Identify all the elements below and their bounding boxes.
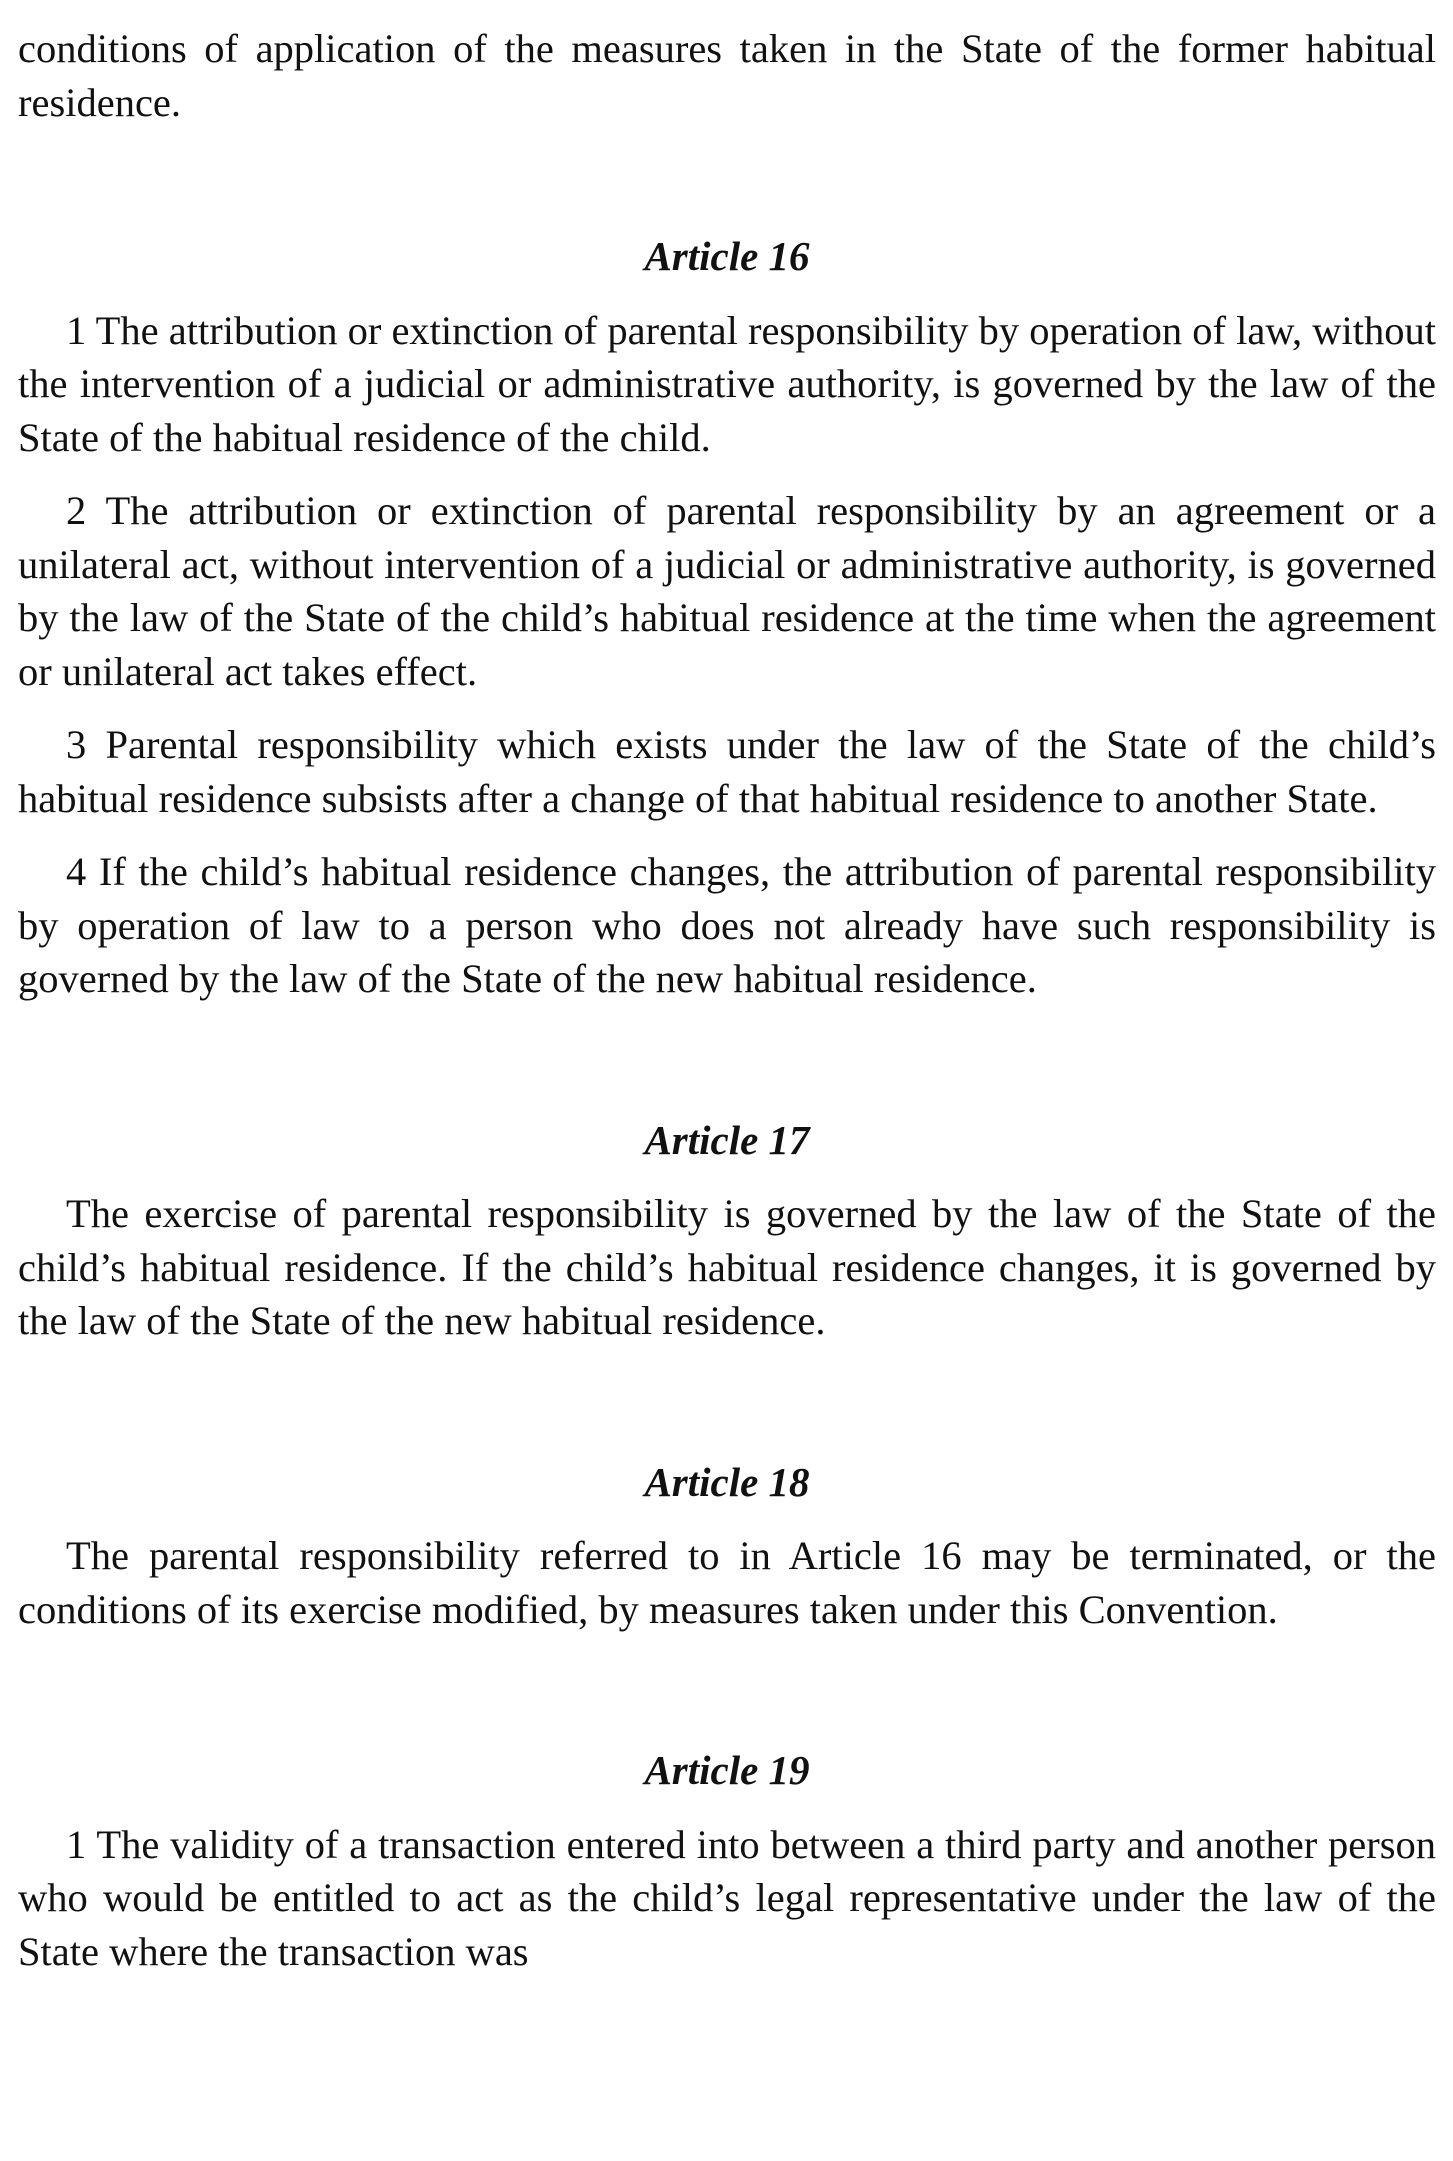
article-19-paragraph-1: 1 The validity of a transaction entered into between a third party and another person who would be entitled to act as the child’s legal representative under the law of the State where the transaction was [18, 1821, 1436, 1974]
article-17-paragraph-1: The exercise of parental responsibility is governed by the law of the State of the child’s habitual residence. If the child’s habitual residence changes, it is governed by the law of the State of the new habitual residence. [18, 1191, 1436, 1343]
document-page [18, 22, 1436, 1978]
article-16-heading: Article 16 [644, 233, 810, 279]
article-16-paragraph-3: 3 Parental responsibility which exists under the law of the State of the child’s habitual residence subsists after a change of that habitual residence to another State. [18, 722, 1436, 821]
article-18-heading: Article 18 [644, 1458, 810, 1505]
continuation-paragraph: conditions of application of the measures taken in the State of the former habitual residence. [18, 26, 1436, 125]
article-16-paragraph-2: 2 The attribution or extinction of parental responsibility by an agreement or a unilateral act, without intervention of a judicial or administrative authority, is governed by the law of the State of the child’s habitual residence at the time when the agreement or unilateral act takes effect. [18, 488, 1436, 694]
article-17-heading: Article 17 [644, 1116, 810, 1163]
article-18-paragraph-1: The parental responsibility referred to in Article 16 may be terminated, or the conditions of its exercise modified, by measures taken under this Convention. [18, 1533, 1436, 1632]
article-19-heading: Article 19 [644, 1747, 810, 1793]
article-16-paragraph-4: 4 If the child’s habitual residence changes, the attribution of parental responsibility by operation of law to a person who does not already have such responsibility is governed by the law of the State of the new habitual residence. [18, 849, 1436, 1001]
article-16-paragraph-1: 1 The attribution or extinction of parental responsibility by operation of law, without the intervention of a judicial or administrative authority, is governed by the law of the State of the habitual residence of the child. [18, 307, 1436, 460]
